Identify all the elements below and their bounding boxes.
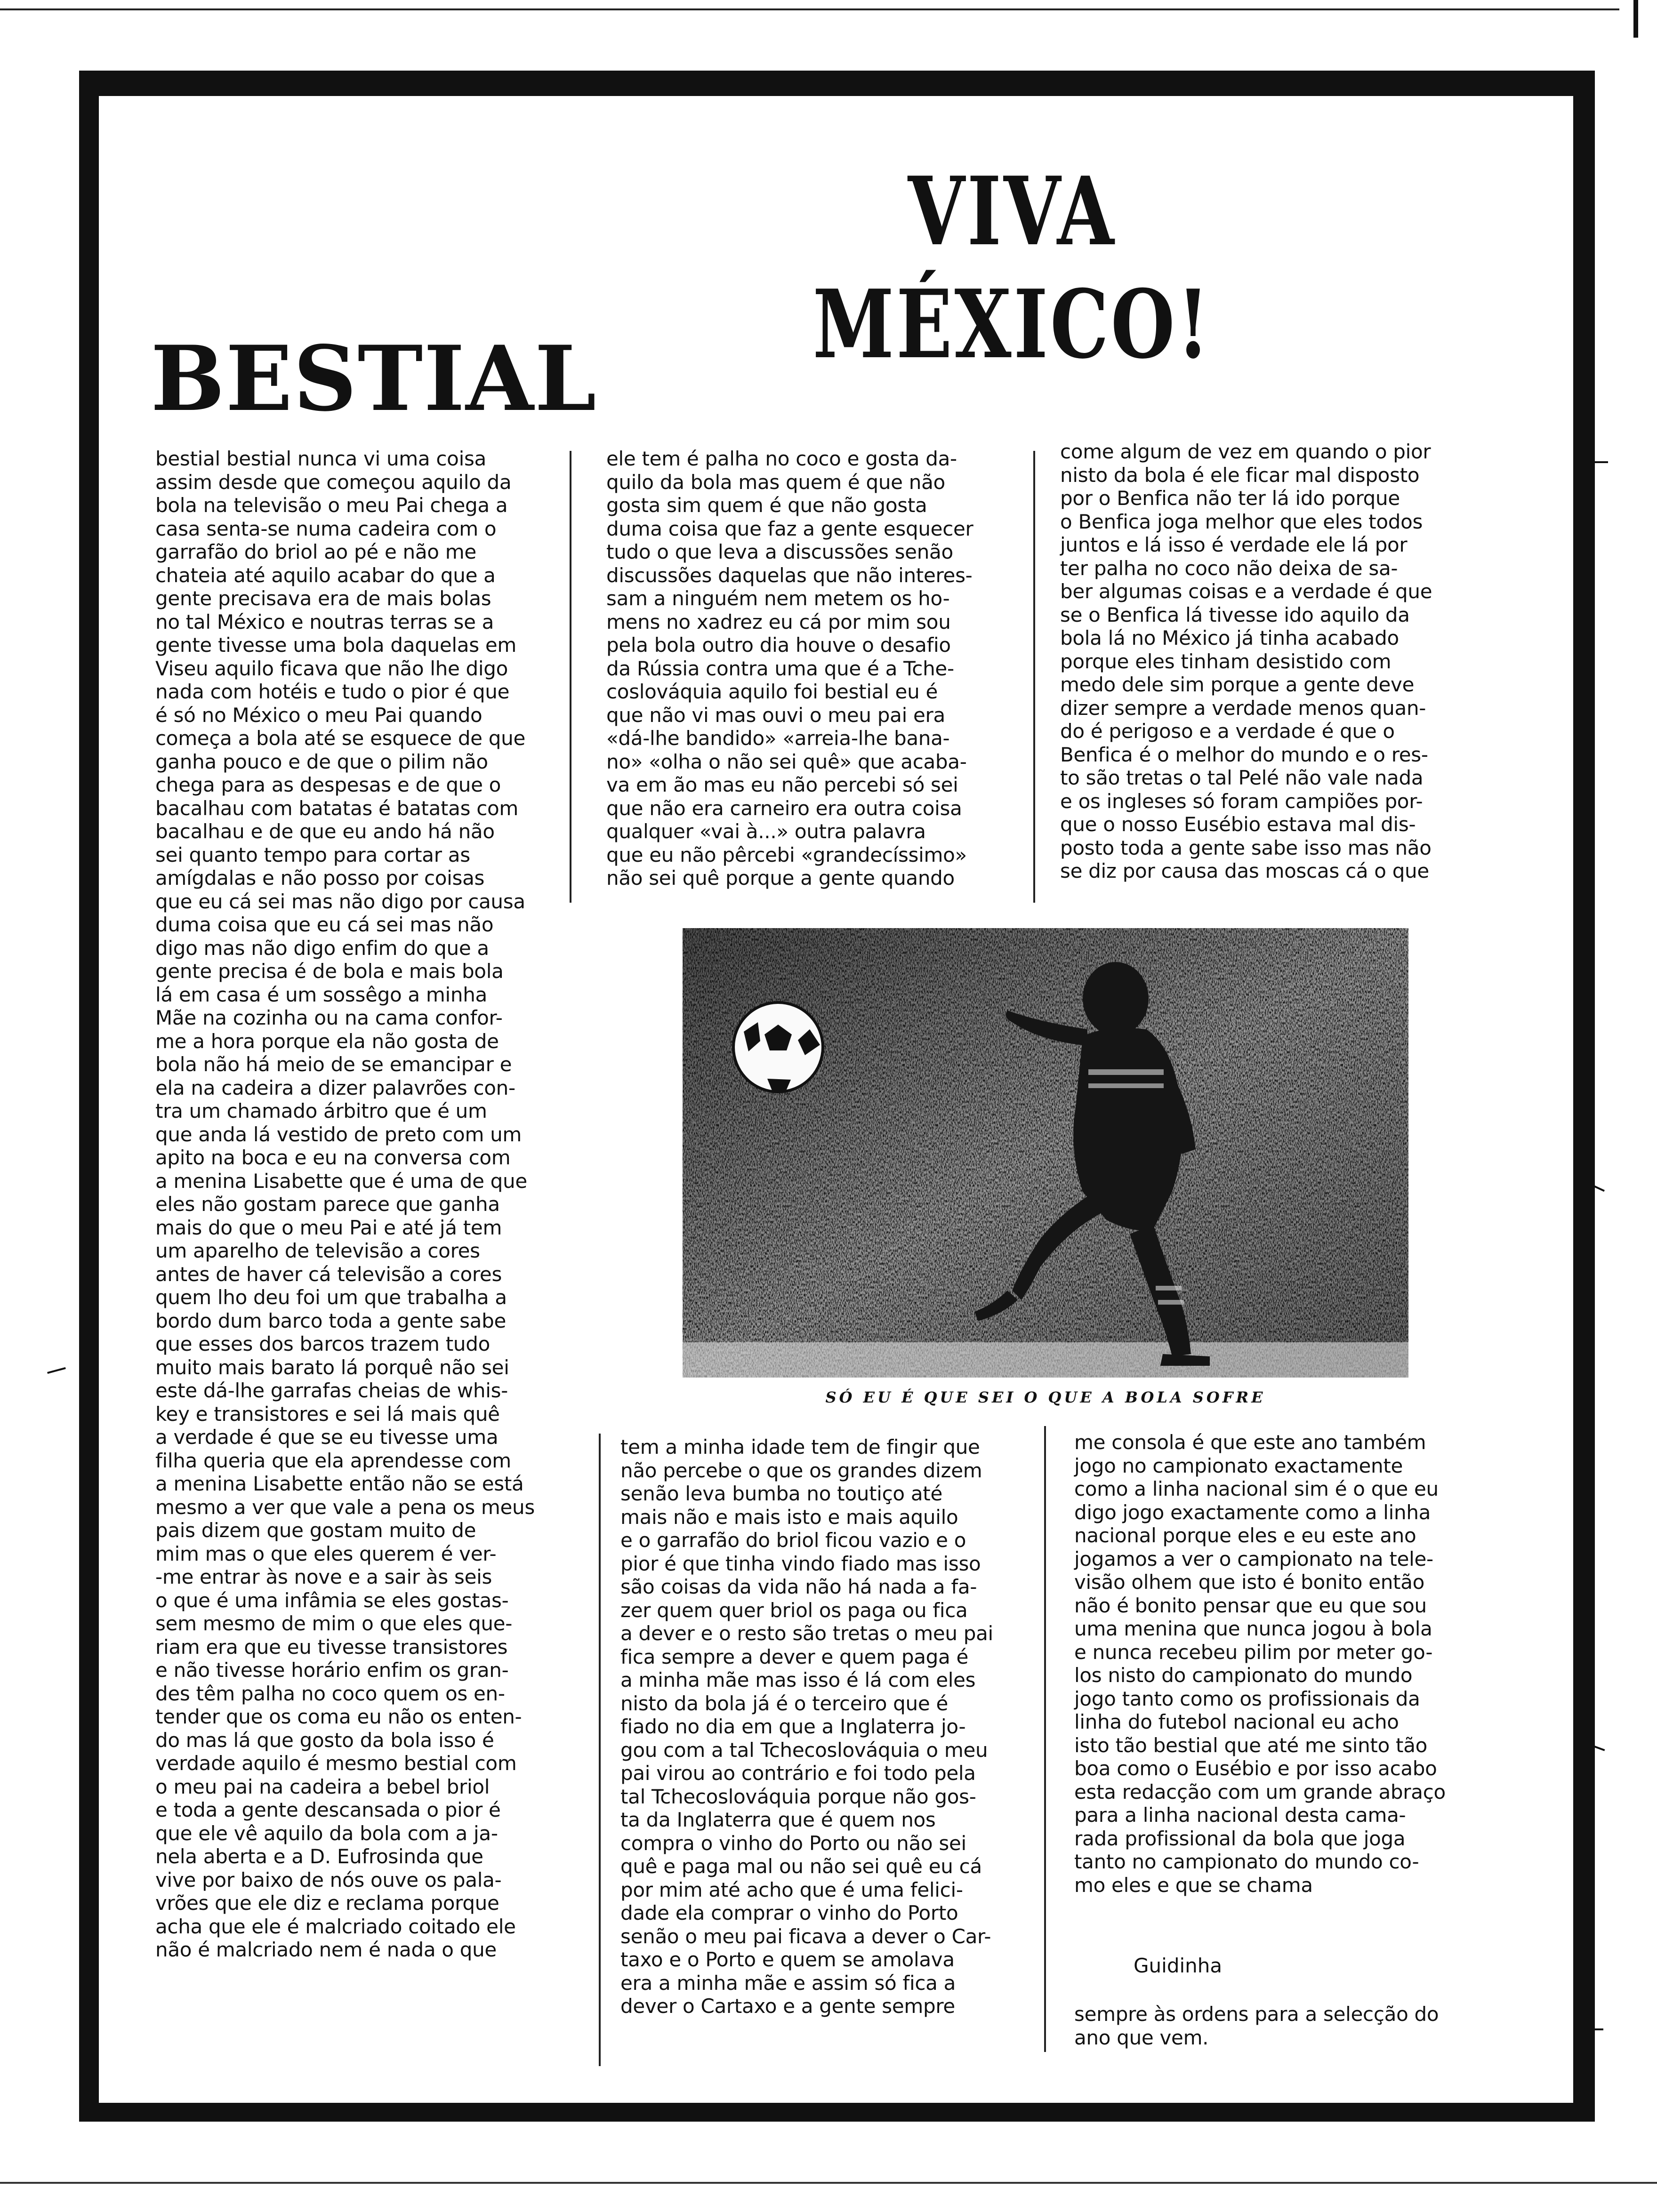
text-line: duma coisa que eu cá sei mas não <box>155 913 494 936</box>
text-line: Viseu aquilo ficava que não lhe digo <box>155 657 508 680</box>
text-line: da Rússia contra uma que é a Tche- <box>606 657 954 680</box>
text-line: nela aberta e a D. Eufrosinda que <box>155 1845 483 1868</box>
text-line: to são tretas o tal Pelé não vale nada <box>1060 766 1424 789</box>
text-line: que eu não pêrcebi «grandecíssimo» <box>606 843 967 866</box>
article-column-4 <box>620 1435 993 2018</box>
text-line: fiado no dia em que a Inglaterra jo- <box>620 1715 966 1738</box>
text-line: tem a minha idade tem de fingir que <box>620 1435 980 1459</box>
text-line: ta da Inglaterra que é quem nos <box>620 1808 936 1831</box>
text-line: acha que ele é malcriado coitado ele <box>155 1915 516 1938</box>
text-line: ter palha no coco não deixa de sa- <box>1060 556 1398 580</box>
column-rule <box>599 1434 601 2066</box>
text-line: gente precisava era de mais bolas <box>155 587 491 610</box>
text-line: key e transistores e sei lá mais quê <box>155 1402 500 1426</box>
headline-line-2: MÉXICO! <box>812 269 1212 380</box>
text-line: o meu pai na cadeira a bebel briol <box>155 1775 490 1798</box>
text-line: a menina Lisabette então não se está <box>155 1472 524 1495</box>
text-line: jogamos a ver o campionato na tele- <box>1074 1547 1433 1571</box>
text-line: são coisas da vida não há nada a fa- <box>620 1575 977 1598</box>
text-line: Mãe na cozinha ou na cama confor- <box>155 1006 503 1029</box>
text-line: se o Benfica lá tivesse ido aquilo da <box>1060 603 1410 626</box>
text-line: vrões que ele diz e reclama porque <box>155 1891 499 1915</box>
text-line: que o nosso Eusébio estava mal dis- <box>1060 813 1416 836</box>
column-rule <box>570 451 571 903</box>
text-line: a verdade é que se eu tivesse uma <box>155 1426 499 1449</box>
bottom-border-line <box>0 2182 1657 2184</box>
text-line: jogo no campionato exactamente <box>1074 1454 1403 1477</box>
text-line: sam a ninguém nem metem os ho- <box>606 587 950 610</box>
text-line: chega para as despesas e de que o <box>155 773 501 796</box>
text-line: digo jogo exactamente como a linha <box>1074 1500 1431 1524</box>
text-line: nacional porque eles e eu este ano <box>1074 1524 1416 1547</box>
text-line: «dá-lhe bandido» «arreia-lhe bana- <box>606 727 950 750</box>
text-line: ela na cadeira a dizer palavrões con- <box>155 1076 515 1099</box>
text-line: antes de haver cá televisão a cores <box>155 1262 502 1286</box>
text-line: assim desde que começou aquilo da <box>155 470 512 494</box>
text-line: garrafão do briol ao pé e não me <box>155 540 476 563</box>
text-line: se diz por causa das moscas cá o que <box>1060 859 1429 882</box>
headline-line-1: VIVA <box>908 156 1117 267</box>
text-line: é só no México o meu Pai quando <box>155 703 483 727</box>
text-line: bola na televisão o meu Pai chega a <box>155 494 508 517</box>
football-photo <box>683 928 1408 1378</box>
text-line: qualquer «vai à...» outra palavra <box>606 820 926 843</box>
text-line: nada com hotéis e tudo o pior é que <box>155 680 510 703</box>
text-line: bestial bestial nunca vi uma coisa <box>155 447 486 470</box>
text-line: vive por baixo de nós ouve os pala- <box>155 1868 502 1891</box>
text-line: posto toda a gente sabe isso mas não <box>1060 836 1432 859</box>
article-column-2 <box>606 447 973 890</box>
text-line: a menina Lisabette que é uma de que <box>155 1169 527 1193</box>
text-line: senão o meu pai ficava a dever o Car- <box>620 1924 991 1948</box>
text-line: pai virou ao contrário e foi todo pela <box>620 1762 976 1785</box>
text-line: era a minha mãe e assim só fica a <box>620 1971 956 1995</box>
text-line: discussões daquelas que não interes- <box>606 563 973 587</box>
article-column-3 <box>1060 440 1432 883</box>
text-line: o Benfica joga melhor que eles todos <box>1060 510 1423 533</box>
text-line: des têm palha no coco quem os en- <box>155 1682 505 1705</box>
text-line: quilo da bola mas quem é que não <box>606 470 945 494</box>
text-line: sem mesmo de mim o que eles que- <box>155 1612 513 1635</box>
signature: Guidinha <box>1134 1954 1223 1977</box>
top-border-line <box>0 8 1619 10</box>
text-line: isto tão bestial que até me sinto tão <box>1074 1733 1428 1757</box>
text-line: sei quanto tempo para cortar as <box>155 843 470 866</box>
text-line: dizer sempre a verdade menos quan- <box>1060 696 1426 720</box>
text-line: pela bola outro dia houve o desafio <box>606 633 951 657</box>
text-line: bola não há meio de se emancipar e <box>155 1053 512 1076</box>
text-line: tra um chamado árbitro que é um <box>155 1099 487 1122</box>
text-line: que ele vê aquilo da bola com a ja- <box>155 1821 498 1845</box>
text-line: que eu cá sei mas não digo por causa <box>155 890 525 913</box>
text-line: não é malcriado nem é nada o que <box>155 1938 497 1961</box>
text-line: jogo tanto como os profissionais da <box>1074 1687 1420 1710</box>
text-line: Benfica é o melhor do mundo e o res- <box>1060 743 1428 766</box>
text-line: ele tem é palha no coco e gosta da- <box>606 447 957 470</box>
text-line: me consola é que este ano também <box>1074 1431 1426 1454</box>
text-line: como a linha nacional sim é o que eu <box>1074 1477 1439 1500</box>
text-line: riam era que eu tivesse transistores <box>155 1635 508 1659</box>
column-rule <box>1044 1426 1046 2052</box>
text-line: do mas lá que gosto da bola isso é <box>155 1728 494 1752</box>
article-column-1 <box>155 447 535 1962</box>
text-line: a dever e o resto são tretas o meu pai <box>620 1622 993 1645</box>
text-line: chateia até aquilo acabar do que a <box>155 563 496 587</box>
text-line: va em ão mas eu não percebi só sei <box>606 773 958 796</box>
text-line: e toda a gente descansada o pior é <box>155 1798 501 1821</box>
text-line: bola lá no México já tinha acabado <box>1060 626 1399 649</box>
text-line: que anda lá vestido de preto com um <box>155 1122 522 1146</box>
text-line: tal Tchecoslováquia porque não gos- <box>620 1785 976 1808</box>
text-line: bordo dum barco toda a gente sabe <box>155 1309 507 1332</box>
text-line: linha do futebol nacional eu acho <box>1074 1710 1399 1733</box>
text-line: e não tivesse horário enfim os gran- <box>155 1659 509 1682</box>
text-line: tanto no campionato do mundo co- <box>1074 1850 1419 1873</box>
text-line: eles não gostam parece que ganha <box>155 1193 500 1216</box>
text-line: coslováquia aquilo foi bestial eu é <box>606 680 938 703</box>
text-line: e os ingleses só foram campiões por- <box>1060 789 1423 813</box>
text-line: fica sempre a dever e quem paga é <box>620 1645 969 1668</box>
text-line: um aparelho de televisão a cores <box>155 1239 480 1262</box>
text-line: mais não e mais isto e mais aquilo <box>620 1505 958 1529</box>
text-line: apito na boca e eu na conversa com <box>155 1146 511 1169</box>
text-line: mo eles e que se chama <box>1074 1873 1313 1897</box>
text-line: verdade aquilo é mesmo bestial com <box>155 1752 517 1775</box>
text-line: por mim até acho que é uma felici- <box>620 1878 963 1901</box>
text-line: medo dele sim porque a gente deve <box>1060 673 1415 696</box>
text-line: no» «olha o não sei quê» que acaba- <box>606 750 967 773</box>
column-rule <box>1033 451 1035 903</box>
text-line: começa a bola até se esquece de que <box>155 727 525 750</box>
text-line: mens no xadrez eu cá por mim sou <box>606 610 951 633</box>
text-line: o que é uma infâmia se eles gostas- <box>155 1588 509 1612</box>
text-line: que esses dos barcos trazem tudo <box>155 1332 490 1355</box>
text-line: muito mais barato lá porquê não sei <box>155 1355 509 1379</box>
text-line: ganha pouco e de que o pilim não <box>155 750 488 773</box>
text-line: compra o vinho do Porto ou não sei <box>620 1831 966 1855</box>
text-line: porque eles tinham desistido com <box>1060 649 1392 673</box>
text-line: -me entrar às nove e a sair às seis <box>155 1565 492 1588</box>
text-line: digo mas não digo enfim do que a <box>155 936 489 960</box>
text-line: mesmo a ver que vale a pena os meus <box>155 1495 535 1519</box>
text-line: não sei quê porque a gente quando <box>606 866 955 890</box>
text-line: los nisto do campionato do mundo <box>1074 1664 1413 1687</box>
text-line: e nunca recebeu pilim por meter go- <box>1074 1640 1433 1664</box>
margin-mark <box>47 1367 66 1374</box>
text-line: que não vi mas ouvi o meu pai era <box>606 703 945 727</box>
closing-line <box>1074 2003 1439 2049</box>
text-line: uma menina que nunca jogou à bola <box>1074 1617 1432 1640</box>
text-line: pais dizem que gostam muito de <box>155 1519 476 1542</box>
text-line: tudo o que leva a discussões senão <box>606 540 953 563</box>
text-line: do é perigoso e a verdade é que o <box>1060 720 1395 743</box>
photo-caption: SÓ EU É QUE SEI O QUE A BOLA SOFRE <box>825 1388 1266 1406</box>
page-edge <box>1619 0 1657 2212</box>
text-line: este dá-lhe garrafas cheias de whis- <box>155 1379 508 1402</box>
text-line: não percebe o que os grandes dizem <box>620 1459 982 1482</box>
text-line: gosta sim quem é que não gosta <box>606 494 927 517</box>
text-line: pior é que tinha vindo fiado mas isso <box>620 1552 981 1575</box>
article-column-5 <box>1074 1431 1446 1897</box>
text-line: ano que vem. <box>1074 2026 1209 2049</box>
text-line: ber algumas coisas e a verdade é que <box>1060 580 1432 603</box>
football-player-image <box>683 928 1408 1378</box>
text-line: nisto da bola é ele ficar mal disposto <box>1060 463 1420 487</box>
text-line: no tal México e noutras terras se a <box>155 610 494 633</box>
text-line: bacalhau e de que eu ando há não <box>155 820 495 843</box>
headline-viva-mexico <box>810 155 1214 381</box>
text-line: por o Benfica não ter lá ido porque <box>1060 487 1400 510</box>
text-line: senão leva bumba no toutiço até <box>620 1482 942 1505</box>
text-line: me a hora porque ela não gosta de <box>155 1029 499 1053</box>
text-line: come algum de vez em quando o pior <box>1060 440 1431 463</box>
text-line: não é bonito pensar que eu que sou <box>1074 1594 1427 1617</box>
text-line: quem lho deu foi um que trabalha a <box>155 1286 507 1309</box>
text-line: gou com a tal Tchecoslováquia o meu <box>620 1738 988 1762</box>
text-line: zer quem quer briol os paga ou fica <box>620 1598 968 1622</box>
text-line: filha queria que ela aprendesse com <box>155 1449 511 1472</box>
text-line: gente precisa é de bola e mais bola <box>155 960 504 983</box>
text-line: juntos e lá isso é verdade ele lá por <box>1060 533 1408 556</box>
text-line: quê e paga mal ou não sei quê eu cá <box>620 1855 982 1878</box>
headline-bestial: BESTIAL <box>151 326 597 431</box>
text-line: e o garrafão do briol ficou vazio e o <box>620 1529 966 1552</box>
text-line: que não era carneiro era outra coisa <box>606 796 962 820</box>
text-line: a minha mãe mas isso é lá com eles <box>620 1668 976 1691</box>
text-line: tender que os coma eu não os enten- <box>155 1705 522 1728</box>
text-line: taxo e o Porto e quem se amolava <box>620 1948 955 1971</box>
text-line: para a linha nacional desta cama- <box>1074 1803 1406 1827</box>
text-line: amígdalas e não posso por coisas <box>155 866 485 890</box>
text-line: bacalhau com batatas é batatas com <box>155 796 519 820</box>
text-line: visão olhem que isto é bonito então <box>1074 1571 1425 1594</box>
text-line: dever o Cartaxo e a gente sempre <box>620 1995 955 2018</box>
text-line: boa como o Eusébio e por isso acabo <box>1074 1757 1437 1780</box>
text-line: esta redacção com um grande abraço <box>1074 1780 1446 1803</box>
text-line: nisto da bola já é o terceiro que é <box>620 1691 948 1715</box>
text-line: gente tivesse uma bola daquelas em <box>155 633 517 657</box>
text-line: lá em casa é um sossêgo a minha <box>155 983 487 1006</box>
text-line: mim mas o que eles querem é ver- <box>155 1542 497 1565</box>
text-line: rada profissional da bola que joga <box>1074 1827 1406 1850</box>
text-line: mais do que o meu Pai e até já tem <box>155 1216 502 1239</box>
text-line: dade ela comprar o vinho do Porto <box>620 1901 958 1924</box>
text-line: sempre às ordens para a selecção do <box>1074 2003 1439 2026</box>
text-line: casa senta-se numa cadeira com o <box>155 517 497 540</box>
ball <box>733 1002 823 1092</box>
text-line: duma coisa que faz a gente esquecer <box>606 517 973 540</box>
